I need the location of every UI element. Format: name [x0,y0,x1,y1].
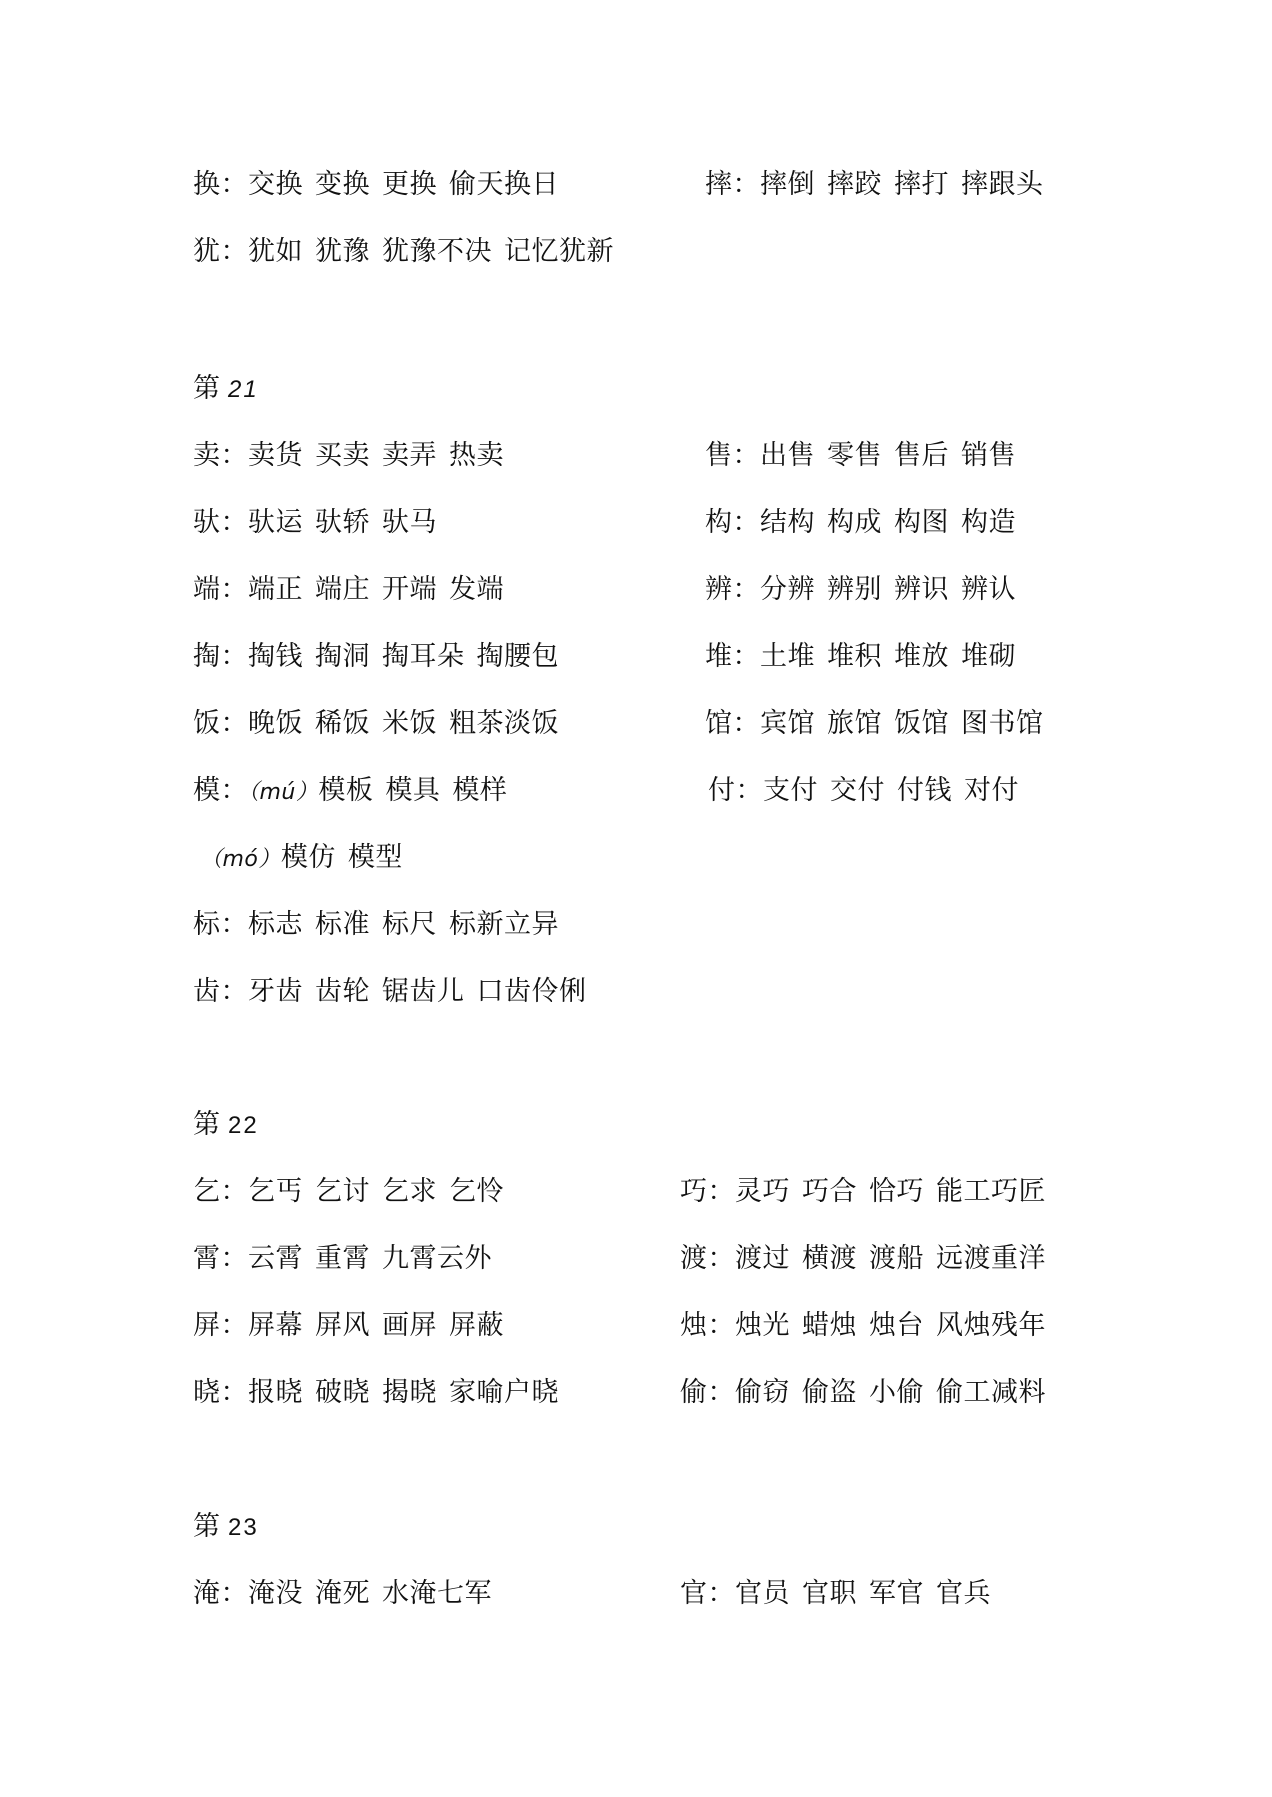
entry-word: 揭晓 [382,1377,437,1408]
entry-duan [193,573,516,607]
entry-char: 标 [193,909,221,940]
entry-word: 驮轿 [315,507,370,538]
entry-word: 晚饭 [248,708,303,739]
heading-number: 22 [228,1112,259,1139]
entry-word: 远渡重洋 [936,1243,1046,1274]
entry-word: 横渡 [802,1243,857,1274]
entry-word: 犹豫不决 [382,236,492,267]
entry-word: 开端 [382,574,437,605]
entry-word: 辨识 [894,574,949,605]
entry-word: 稀饭 [315,708,370,739]
entry-word: 乞丐 [248,1176,303,1207]
entry-qiao [680,1175,1058,1209]
entry-guan-official [680,1577,1003,1611]
entry-word: 交付 [830,775,885,806]
entry-word: 摔跤 [827,169,882,200]
entry-word: 巧合 [802,1176,857,1207]
entry-word: 乞求 [382,1176,437,1207]
heading-prefix: 第 [193,1511,220,1542]
entry-word: 卖弄 [382,440,437,471]
entry-ping [193,1309,516,1343]
entry-word: 能工巧匠 [936,1176,1046,1207]
entry-xiao-dawn [193,1376,571,1410]
entry-word: 出售 [760,440,815,471]
entry-word: 重霄 [315,1243,370,1274]
entry-sep: ： [220,976,248,1007]
entry-word: 烛光 [735,1310,790,1341]
entry-mu [193,774,519,810]
entry-word: 齿轮 [315,976,370,1007]
section-heading-21 [193,372,259,407]
entry-tuo [193,506,449,540]
entry-word: 乞怜 [449,1176,504,1207]
entry-biao [193,908,571,942]
entry-word: 变换 [315,169,370,200]
entry-sep: ： [220,236,248,267]
entry-word: 淹死 [315,1578,370,1609]
entry-char: 端 [193,574,221,605]
entry-fu [708,774,1031,808]
entry-sep: ： [220,507,248,538]
entry-word: 标新立异 [449,909,559,940]
heading-number: 23 [228,1514,259,1541]
entry-huan [193,168,571,202]
entry-sep: ： [220,1578,248,1609]
entry-word: 军官 [869,1578,924,1609]
entry-char: 渡 [680,1243,708,1274]
entry-word: 犹豫 [315,236,370,267]
entry-word: 辨认 [961,574,1016,605]
entry-mo [200,841,415,877]
entry-yan [193,1577,504,1611]
entry-char: 乞 [193,1176,221,1207]
entry-word: 热卖 [449,440,504,471]
entry-sep: ： [735,775,763,806]
pinyin-annotation: （mó） [200,847,281,872]
entry-char: 烛 [680,1310,708,1341]
entry-word: 更换 [382,169,437,200]
entry-word: 掏耳朵 [382,641,465,672]
entry-word: 破晓 [315,1377,370,1408]
entry-word: 构成 [827,507,882,538]
entry-word: 风烛残年 [936,1310,1046,1341]
entry-word: 买卖 [315,440,370,471]
entry-sep: ： [707,1377,735,1408]
entry-word: 渡过 [735,1243,790,1274]
entry-word: 犹如 [248,236,303,267]
entry-word: 模样 [452,775,508,806]
entry-word: 报晓 [248,1377,303,1408]
entry-char: 堆 [705,641,733,672]
entry-word: 牙齿 [248,976,303,1007]
entry-shuai [705,168,1056,202]
entry-char: 巧 [680,1176,708,1207]
entry-sep: ： [732,641,760,672]
entry-char: 齿 [193,976,221,1007]
entry-word: 摔跟头 [961,169,1044,200]
entry-sep: ： [220,775,248,806]
entry-zhu [680,1309,1058,1343]
entry-word: 宾馆 [760,708,815,739]
entry-word: 驮运 [248,507,303,538]
entry-char: 辨 [705,574,733,605]
entry-word: 偷天换日 [449,169,559,200]
entry-word: 模型 [347,842,403,873]
entry-char: 官 [680,1578,708,1609]
entry-gou [705,506,1028,540]
entry-word: 旅馆 [827,708,882,739]
entry-sep: ： [220,574,248,605]
entry-sep: ： [220,909,248,940]
entry-sep: ： [220,169,248,200]
entry-char: 卖 [193,440,221,471]
entry-word: 模具 [385,775,441,806]
entry-sep: ： [732,574,760,605]
entry-word: 摔倒 [760,169,815,200]
entry-word: 掏腰包 [476,641,559,672]
entry-xiao-sky [193,1242,504,1276]
entry-word: 官职 [802,1578,857,1609]
entry-word: 记忆犹新 [504,236,614,267]
entry-word: 模板 [318,775,374,806]
entry-word: 米饭 [382,708,437,739]
entry-word: 发端 [449,574,504,605]
entry-word: 销售 [961,440,1016,471]
entry-tao [193,640,571,674]
section-heading-23 [193,1510,259,1545]
entry-word: 淹没 [248,1578,303,1609]
entry-word: 画屏 [382,1310,437,1341]
entry-word: 辨别 [827,574,882,605]
entry-word: 九霄云外 [382,1243,492,1274]
entry-word: 掏钱 [248,641,303,672]
entry-word: 堆放 [894,641,949,672]
entry-word: 标准 [315,909,370,940]
entry-word: 标尺 [382,909,437,940]
entry-sep: ： [707,1578,735,1609]
entry-word: 官兵 [936,1578,991,1609]
entry-word: 卖货 [248,440,303,471]
entry-word: 水淹七军 [382,1578,492,1609]
entry-word: 灵巧 [735,1176,790,1207]
entry-word: 端正 [248,574,303,605]
entry-char: 屏 [193,1310,221,1341]
entry-char: 淹 [193,1578,221,1609]
entry-word: 交换 [248,169,303,200]
entry-word: 售后 [894,440,949,471]
entry-word: 构图 [894,507,949,538]
entry-word: 屏蔽 [449,1310,504,1341]
entry-word: 官员 [735,1578,790,1609]
entry-dui [705,640,1028,674]
entry-word: 标志 [248,909,303,940]
entry-word: 渡船 [869,1243,924,1274]
entry-word: 摔打 [894,169,949,200]
entry-sep: ： [732,708,760,739]
entry-sep: ： [707,1176,735,1207]
entry-char: 偷 [680,1377,708,1408]
entry-sep: ： [220,1176,248,1207]
entry-word: 付钱 [897,775,952,806]
entry-sep: ： [220,1377,248,1408]
entry-char: 摔 [705,169,733,200]
entry-sep: ： [220,1243,248,1274]
entry-word: 饭馆 [894,708,949,739]
entry-word: 锯齿儿 [382,976,465,1007]
entry-sep: ： [732,440,760,471]
entry-sep: ： [220,1310,248,1341]
entry-char: 掏 [193,641,221,672]
entry-char: 驮 [193,507,221,538]
entry-sep: ： [220,641,248,672]
entry-word: 恰巧 [869,1176,924,1207]
entry-sep: ： [707,1310,735,1341]
entry-char: 构 [705,507,733,538]
entry-word: 堆积 [827,641,882,672]
entry-word: 驮马 [382,507,437,538]
entry-word: 结构 [760,507,815,538]
entry-word: 烛台 [869,1310,924,1341]
heading-number: 21 [228,376,259,403]
entry-tou [680,1376,1058,1410]
entry-sep: ： [732,507,760,538]
entry-word: 乞讨 [315,1176,370,1207]
entry-char: 馆 [705,708,733,739]
entry-char: 犹 [193,236,221,267]
entry-word: 粗茶淡饭 [449,708,559,739]
entry-word: 偷工减料 [936,1377,1046,1408]
entry-word: 土堆 [760,641,815,672]
entry-qi [193,1175,516,1209]
section-heading-22 [193,1108,259,1143]
entry-word: 家喻户晓 [449,1377,559,1408]
entry-bian [705,573,1028,607]
entry-sep: ： [220,708,248,739]
entry-word: 蜡烛 [802,1310,857,1341]
entry-word: 端庄 [315,574,370,605]
entry-word: 小偷 [869,1377,924,1408]
entry-sep: ： [220,440,248,471]
entry-word: 图书馆 [961,708,1044,739]
entry-fan [193,707,571,741]
entry-word: 模仿 [280,842,336,873]
entry-word: 堆砌 [961,641,1016,672]
entry-word: 掏洞 [315,641,370,672]
heading-prefix: 第 [193,1109,220,1140]
entry-char: 售 [705,440,733,471]
entry-char: 霄 [193,1243,221,1274]
entry-shou [705,439,1028,473]
entry-word: 口齿伶俐 [476,976,587,1007]
entry-chi [193,975,599,1009]
entry-word: 支付 [763,775,818,806]
entry-sep: ： [732,169,760,200]
entry-word: 屏风 [315,1310,370,1341]
entry-word: 分辨 [760,574,815,605]
pinyin-annotation: （mú） [248,780,319,805]
entry-word: 云霄 [248,1243,303,1274]
entry-word: 对付 [964,775,1019,806]
entry-word: 零售 [827,440,882,471]
entry-guan [705,707,1056,741]
entry-mai [193,439,516,473]
entry-du [680,1242,1058,1276]
entry-char: 饭 [193,708,221,739]
entry-char: 模 [193,775,221,806]
entry-word: 偷盗 [802,1377,857,1408]
entry-word: 屏幕 [248,1310,303,1341]
entry-sep: ： [707,1243,735,1274]
entry-word: 构造 [961,507,1016,538]
entry-char: 换 [193,169,221,200]
entry-word: 偷窃 [735,1377,790,1408]
entry-char: 付 [708,775,736,806]
entry-you [193,235,626,269]
entry-char: 晓 [193,1377,221,1408]
heading-prefix: 第 [193,373,220,404]
